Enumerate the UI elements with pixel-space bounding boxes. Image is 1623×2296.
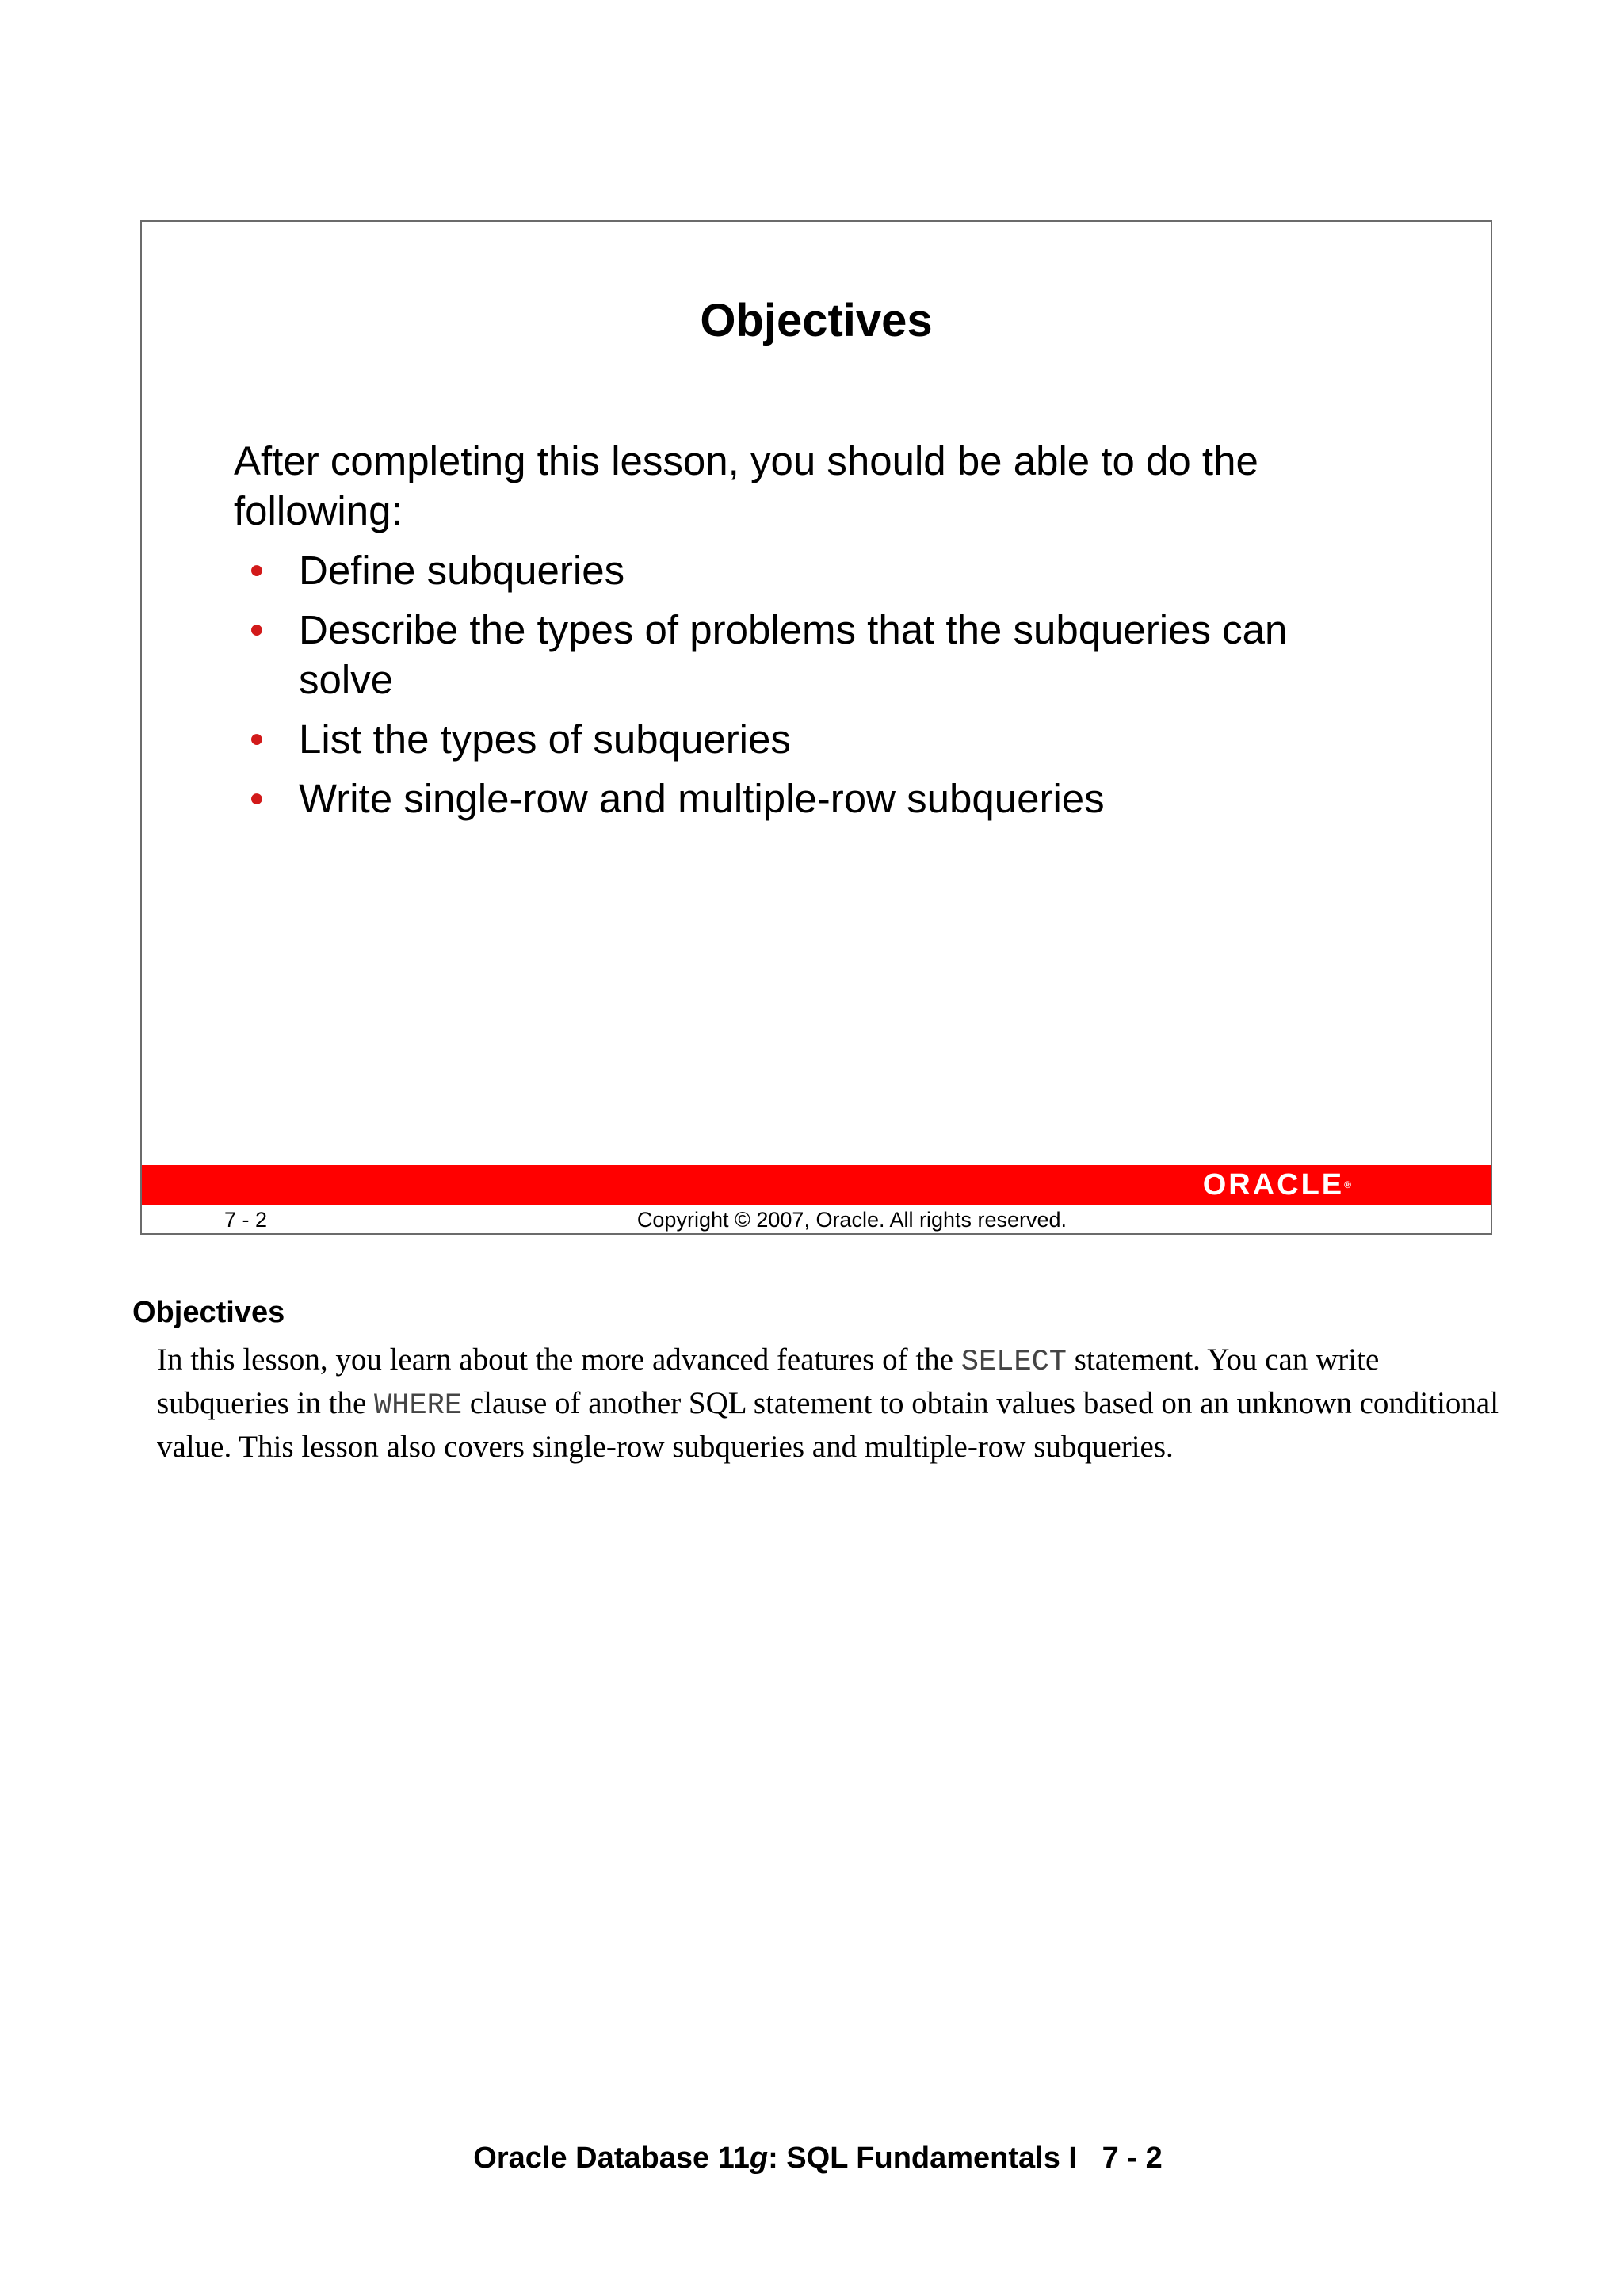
page-footer: Oracle Database 11g: SQL Fundamentals I 7 - 2 [473,2141,1163,2175]
list-item-text: Describe the types of problems that the subqueries can solve [299,607,1288,702]
code-select: SELECT [960,1346,1067,1379]
list-item [248,714,1358,764]
copyright-text: Copyright © 2007, Oracle. All rights reserved. [636,1208,1067,1232]
list-item-text: Write single-row and multiple-row subqueries [299,776,1105,821]
slide-number: 7 - 2 [224,1208,268,1232]
bullet-icon: • [250,716,264,762]
bullet-icon: • [250,776,264,821]
list-item [248,545,1358,595]
notes-heading: Objectives [132,1296,285,1329]
brand-band [142,1165,1491,1205]
notes-paragraph: In this lesson, you learn about the more advanced features of the SELECT statement. You can write subqueries in the WHERE clause of another SQL statement to obtain values based on an unknown conditional value. This lesson also covers single-row subqueries and multiple-row subqueries. [157,1343,1499,1464]
list-item [248,605,1358,705]
list-item [248,774,1358,823]
objectives-list [248,545,1358,833]
oracle-logo: ORACLE® [1202,1168,1351,1201]
list-item-text: Define subqueries [299,548,625,593]
bullet-icon: • [250,607,264,652]
code-where: WHERE [374,1389,463,1423]
slide-frame [140,220,1492,1235]
slide-title: Objectives [700,295,933,346]
slide-intro: After completing this lesson, you should be able to do the following: [234,438,1258,533]
list-item-text: List the types of subqueries [299,716,791,762]
bullet-icon: • [250,548,264,593]
